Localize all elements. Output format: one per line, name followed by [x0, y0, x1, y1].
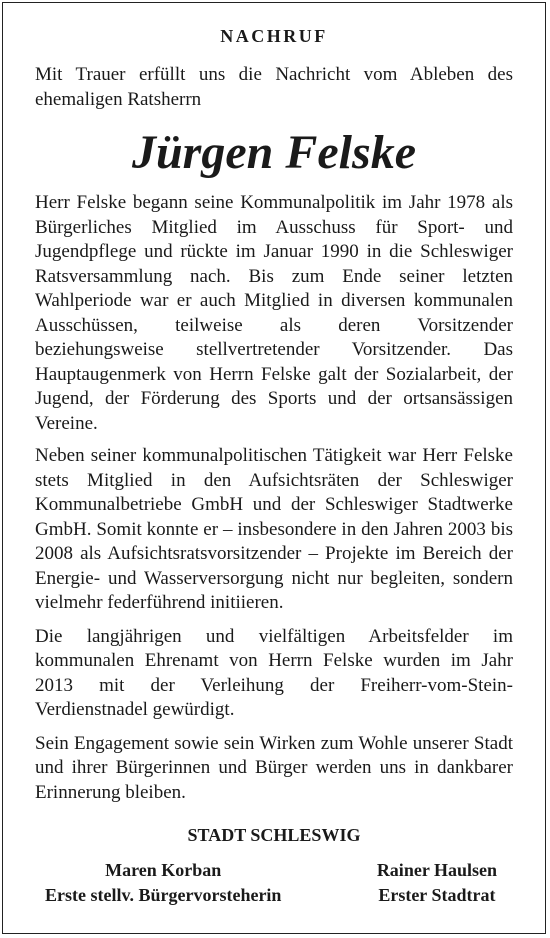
signer-left — [45, 858, 281, 908]
signer-name: Maren Korban — [105, 860, 222, 880]
signer-title: Erster Stadtrat — [378, 885, 496, 905]
signer-right — [377, 858, 497, 908]
intro-text: Mit Trauer erfüllt uns die Nachricht vom Ableben des ehemaligen Ratsherrn — [35, 64, 513, 110]
signer-name: Rainer Haulsen — [376, 860, 497, 880]
obituary-frame — [2, 2, 546, 934]
notice-heading: NACHRUF — [220, 26, 328, 46]
signatories — [35, 858, 513, 908]
paragraph-honor: Die langjährigen und vielfältigen Arbeitsfelder im kommunalen Ehrenamt von Herrn Felske wurden im Jahr 2013 mit der Verleihung der Freiherr-vom-Stein-Verdienstnadel gewürdigt. — [35, 625, 513, 720]
signer-title: Erste stellv. Bürgervorsteherin — [45, 885, 282, 905]
paragraph-supervisory-boards: Neben seiner kommunalpolitischen Tätigkeit war Herr Felske stets Mitglied in den Aufsichtsräten der Schleswiger Kommunalbetriebe GmbH und der Schleswiger Stadtwerke GmbH. Somit konnte er – insbesondere in den Jahren 2003 bis 2008 als Aufsichtsratsvorsitzender – Projekte im Bereich der Energie- und Wasserversorgung nicht nur begleiten, sondern vielmehr federführend initiieren. — [35, 445, 513, 613]
organization-name: STADT SCHLESWIG — [187, 825, 361, 845]
paragraph-career: Herr Felske begann seine Kommunalpolitik im Jahr 1978 als Bürgerliches Mitglied im Ausschuss für Sport- und Jugendpflege und rückte im Januar 1990 in die Schleswiger Ratsversammlung nach. Bis zum Ende seiner letzten Wahlperiode war er auch Mitglied in diversen kommunalen Ausschüssen, teilweise als deren Vorsitzender beziehungsweise stellvertretender Vorsitzender. Das Hauptaugenmerk von Herrn Felske galt der Sozialarbeit, der Jugend, der Förderung des Sports und der ortsansässigen Vereine. — [35, 192, 513, 434]
obituary-content — [35, 3, 513, 908]
paragraph-remembrance: Sein Engagement sowie sein Wirken zum Wohle unserer Stadt und ihrer Bürgerinnen und Bürger werden uns in dankbarer Erinnerung bleiben. — [35, 732, 513, 803]
deceased-name: Jürgen Felske — [131, 126, 416, 179]
